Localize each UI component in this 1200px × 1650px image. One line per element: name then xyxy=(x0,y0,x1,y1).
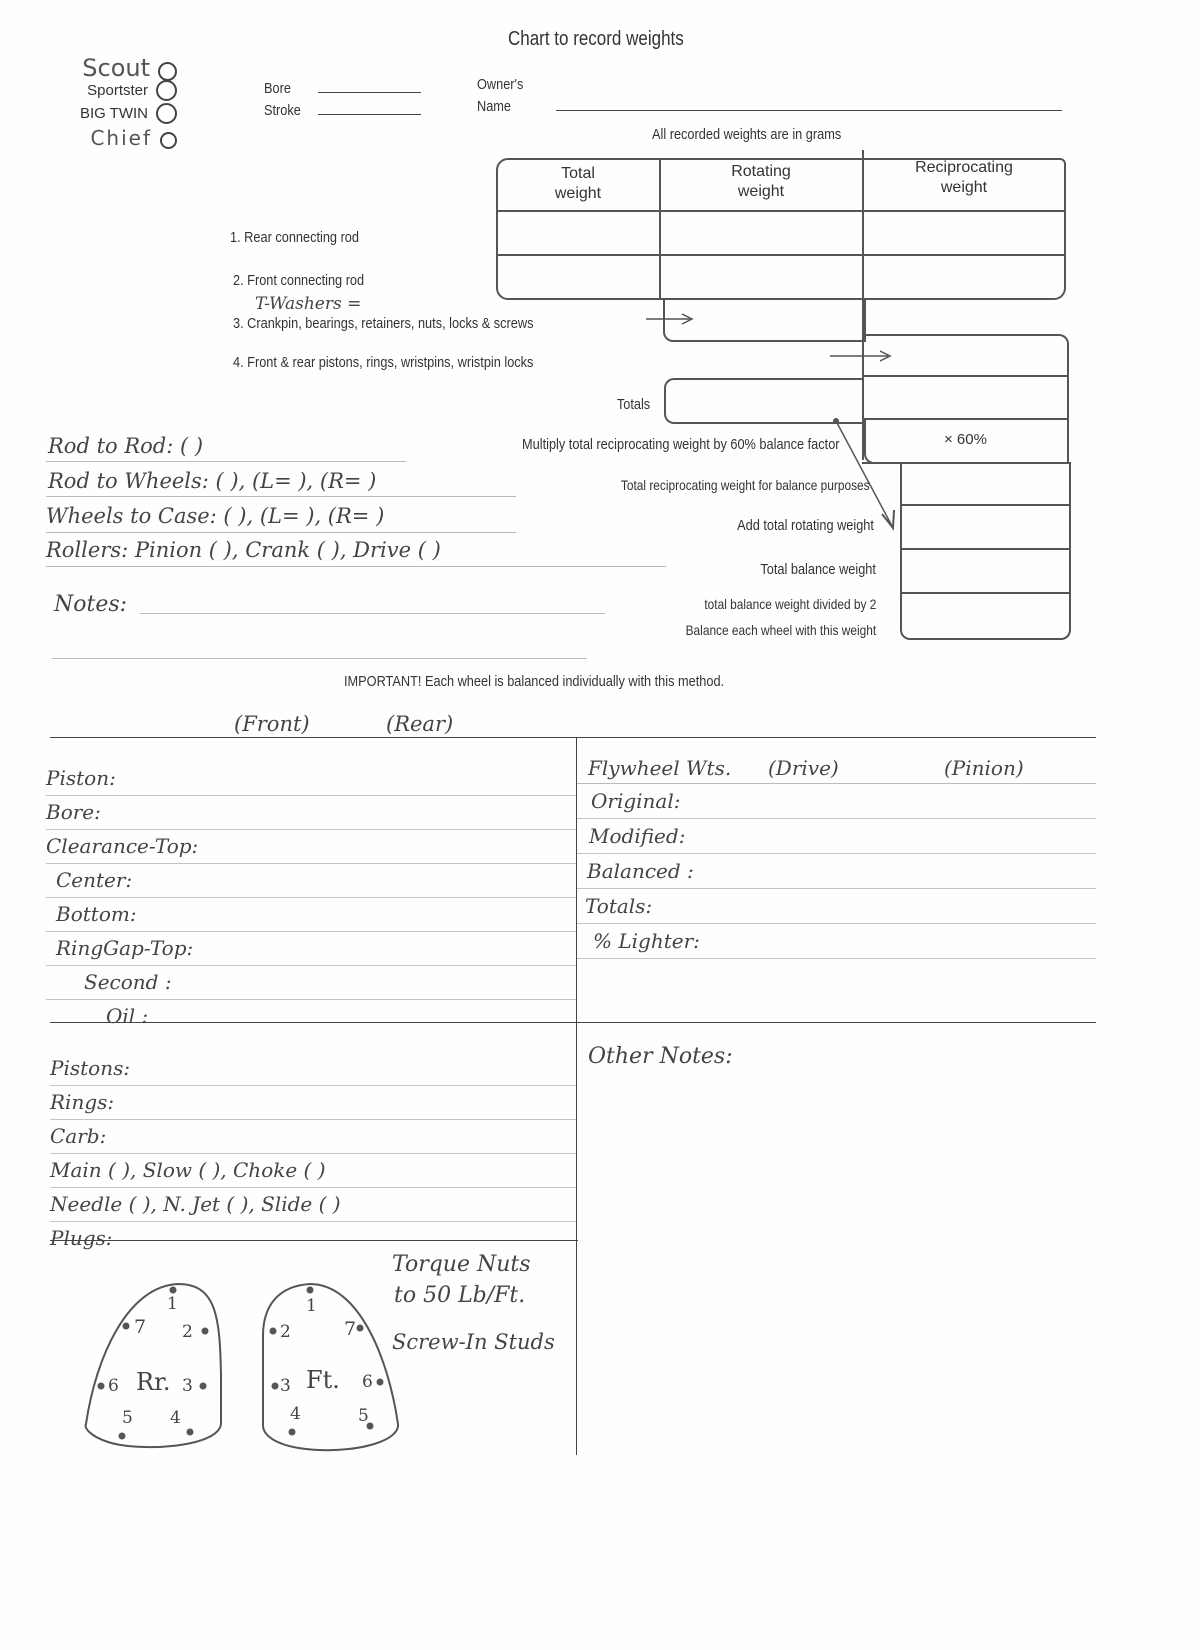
bolt-hole-icon xyxy=(187,1429,194,1436)
bolt-number: 7 xyxy=(134,1316,147,1338)
bolt-hole-icon xyxy=(357,1325,364,1332)
flywheel-row[interactable]: Totals: xyxy=(577,889,1096,924)
piston-row[interactable]: Piston: xyxy=(46,762,576,796)
radio-circle-icon[interactable] xyxy=(158,62,177,81)
row-label-crankpin: 3. Crankpin, bearings, retainers, nuts, locks & screws xyxy=(233,315,534,332)
flywheel-blank-row xyxy=(577,959,1096,993)
bolt-hole-icon xyxy=(289,1429,296,1436)
piston-row[interactable]: Center: xyxy=(46,864,576,898)
rear-label: Rr. xyxy=(136,1368,171,1396)
owner-label-line1: Owner's xyxy=(477,76,524,93)
bolt-hole-icon xyxy=(272,1383,279,1390)
factor-label: × 60% xyxy=(944,431,987,448)
page-title: Chart to record weights xyxy=(508,28,684,50)
bolt-hole-icon xyxy=(377,1379,384,1386)
grid-top-line xyxy=(50,737,1096,738)
piston-row[interactable]: Bottom: xyxy=(46,898,576,932)
header-line: Rotating xyxy=(731,163,791,180)
radio-circle-icon[interactable] xyxy=(156,103,177,124)
bolt-number: 7 xyxy=(344,1318,357,1340)
bolt-number: 3 xyxy=(280,1376,291,1396)
result-divider xyxy=(900,504,1071,506)
t-washers-note: T-Washers = xyxy=(255,294,362,314)
parts-row[interactable]: Rings: xyxy=(50,1086,576,1120)
column-header-total xyxy=(498,164,658,204)
bolt-number: 2 xyxy=(280,1322,291,1342)
step-divided-by-2: total balance weight divided by 2 xyxy=(703,596,876,612)
model-selector xyxy=(62,56,177,150)
model-option-scout[interactable] xyxy=(62,56,177,80)
bolt-hole-icon xyxy=(270,1328,277,1335)
header-line: Total xyxy=(561,165,595,182)
flywheel-row[interactable]: Original: xyxy=(577,784,1096,819)
result-divider xyxy=(900,592,1071,594)
front-label: Ft. xyxy=(306,1366,340,1394)
parts-row[interactable]: Needle ( ), N. Jet ( ), Slide ( ) xyxy=(50,1188,576,1222)
step-multiply-factor: Multiply total reciprocating weight by 60% balance factor xyxy=(522,436,840,453)
piston-row[interactable]: Clearance-Top: xyxy=(46,830,576,864)
table-divider xyxy=(496,254,1066,256)
rule-line xyxy=(46,566,666,567)
units-note: All recorded weights are in grams xyxy=(652,126,842,143)
step-add-rotating: Add total rotating weight xyxy=(737,517,874,534)
rule-line xyxy=(46,461,406,462)
flywheel-title: Flywheel Wts. xyxy=(588,756,732,780)
header-line: weight xyxy=(737,183,785,200)
piston-row[interactable]: RingGap-Top: xyxy=(46,932,576,966)
flywheel-row[interactable]: % Lighter: xyxy=(577,924,1096,959)
bolt-number: 5 xyxy=(122,1408,133,1428)
other-notes-area[interactable] xyxy=(580,1080,1096,1450)
step-balance-each-wheel: Balance each wheel with this weight xyxy=(685,622,876,638)
flywheel-row[interactable]: Balanced : xyxy=(577,854,1096,889)
rule-line xyxy=(46,496,516,497)
bolt-hole-icon xyxy=(123,1323,130,1330)
result-divider xyxy=(900,548,1071,550)
important-note: IMPORTANT! Each wheel is balanced individually with this method. xyxy=(344,673,725,690)
model-option-big-twin[interactable] xyxy=(62,102,177,126)
front-head-torque-diagram xyxy=(258,1276,408,1452)
radio-circle-icon[interactable] xyxy=(156,80,177,101)
model-label: Chief xyxy=(90,126,152,150)
piston-measurements xyxy=(46,762,576,1033)
column-rear: (Rear) xyxy=(386,712,454,736)
model-label: Sportster xyxy=(87,82,148,99)
other-notes-label: Other Notes: xyxy=(588,1044,733,1069)
row-label-front-rod: 2. Front connecting rod xyxy=(233,272,365,289)
clearance-rod-to-rod[interactable]: Rod to Rod: ( ) xyxy=(48,434,204,458)
bolt-number: 3 xyxy=(182,1376,193,1396)
clearance-wheels-to-case[interactable]: Wheels to Case: ( ), (L= ), (R= ) xyxy=(46,504,385,528)
table-divider xyxy=(496,210,1066,212)
model-label: BIG TWIN xyxy=(79,105,148,122)
clearance-rod-to-wheels[interactable]: Rod to Wheels: ( ), (L= ), (R= ) xyxy=(48,469,377,493)
bolt-hole-icon xyxy=(98,1383,105,1390)
notes-label: Notes: xyxy=(54,592,128,617)
bolt-number: 2 xyxy=(182,1322,193,1342)
torque-line-2: to 50 Lb/Ft. xyxy=(394,1283,526,1308)
column-drive: (Drive) xyxy=(768,756,839,780)
balance-results-column xyxy=(900,462,1071,640)
bolt-number: 1 xyxy=(306,1296,317,1316)
bore-field[interactable] xyxy=(318,92,421,93)
bolt-hole-icon xyxy=(170,1287,177,1294)
clearance-rollers[interactable]: Rollers: Pinion ( ), Crank ( ), Drive ( ) xyxy=(46,538,441,562)
owner-name-field[interactable] xyxy=(556,110,1062,111)
stroke-field[interactable] xyxy=(318,114,421,115)
column-header-rotating xyxy=(661,162,861,202)
flywheel-measurements xyxy=(577,784,1096,993)
column-front: (Front) xyxy=(234,712,310,736)
stroke-label: Stroke xyxy=(264,102,301,119)
bore-label: Bore xyxy=(264,80,291,97)
bolt-number: 6 xyxy=(362,1372,373,1392)
step-total-balance: Total balance weight xyxy=(760,561,876,578)
rule-line xyxy=(46,532,516,533)
piston-row[interactable]: Oil : xyxy=(106,1004,149,1028)
model-option-sportster[interactable] xyxy=(62,80,177,102)
parts-row[interactable]: Pistons: xyxy=(50,1052,576,1086)
arrow-right-icon xyxy=(646,312,694,324)
radio-circle-icon[interactable] xyxy=(160,132,177,149)
model-label: Scout xyxy=(82,54,150,82)
arrow-right-icon xyxy=(830,349,894,361)
table-divider xyxy=(862,375,1069,377)
bolt-number: 5 xyxy=(358,1406,369,1426)
row-label-pistons: 4. Front & rear pistons, rings, wristpins, wristpin locks xyxy=(233,354,534,371)
parts-row[interactable]: Carb: xyxy=(50,1120,576,1154)
model-option-chief[interactable] xyxy=(62,126,177,150)
torque-line-1: Torque Nuts xyxy=(392,1252,531,1277)
torque-line-3: Screw-In Studs xyxy=(392,1330,555,1354)
piston-row[interactable]: Bore: xyxy=(46,796,576,830)
parts-row[interactable]: Plugs: xyxy=(50,1226,113,1250)
rear-head-torque-diagram xyxy=(78,1276,228,1452)
header-line: weight xyxy=(554,185,602,202)
notes-line[interactable] xyxy=(52,658,587,659)
row-label-rear-rod: 1. Rear connecting rod xyxy=(230,229,360,246)
parts-list xyxy=(50,1052,576,1255)
bolt-number: 1 xyxy=(167,1294,178,1314)
notes-line[interactable] xyxy=(140,613,605,614)
bolt-hole-icon xyxy=(119,1433,126,1440)
column-pinion: (Pinion) xyxy=(944,756,1024,780)
bolt-hole-icon xyxy=(202,1328,209,1335)
bolt-hole-icon xyxy=(200,1383,207,1390)
bolt-number: 6 xyxy=(108,1376,119,1396)
header-line: Reciprocating xyxy=(915,159,1013,176)
bolt-number: 4 xyxy=(290,1404,301,1424)
flywheel-row[interactable]: Modified: xyxy=(577,819,1096,854)
bolt-hole-icon xyxy=(307,1287,314,1294)
totals-label: Totals xyxy=(616,396,650,413)
header-line: weight xyxy=(940,179,988,196)
step-total-recip: Total reciprocating weight for balance purposes xyxy=(621,477,870,493)
column-header-reciprocating xyxy=(864,158,1064,198)
parts-row[interactable]: Main ( ), Slow ( ), Choke ( ) xyxy=(50,1154,576,1188)
owner-label-line2: Name xyxy=(477,98,512,115)
piston-row[interactable]: Second : xyxy=(46,966,576,1000)
bolt-number: 4 xyxy=(170,1408,181,1428)
